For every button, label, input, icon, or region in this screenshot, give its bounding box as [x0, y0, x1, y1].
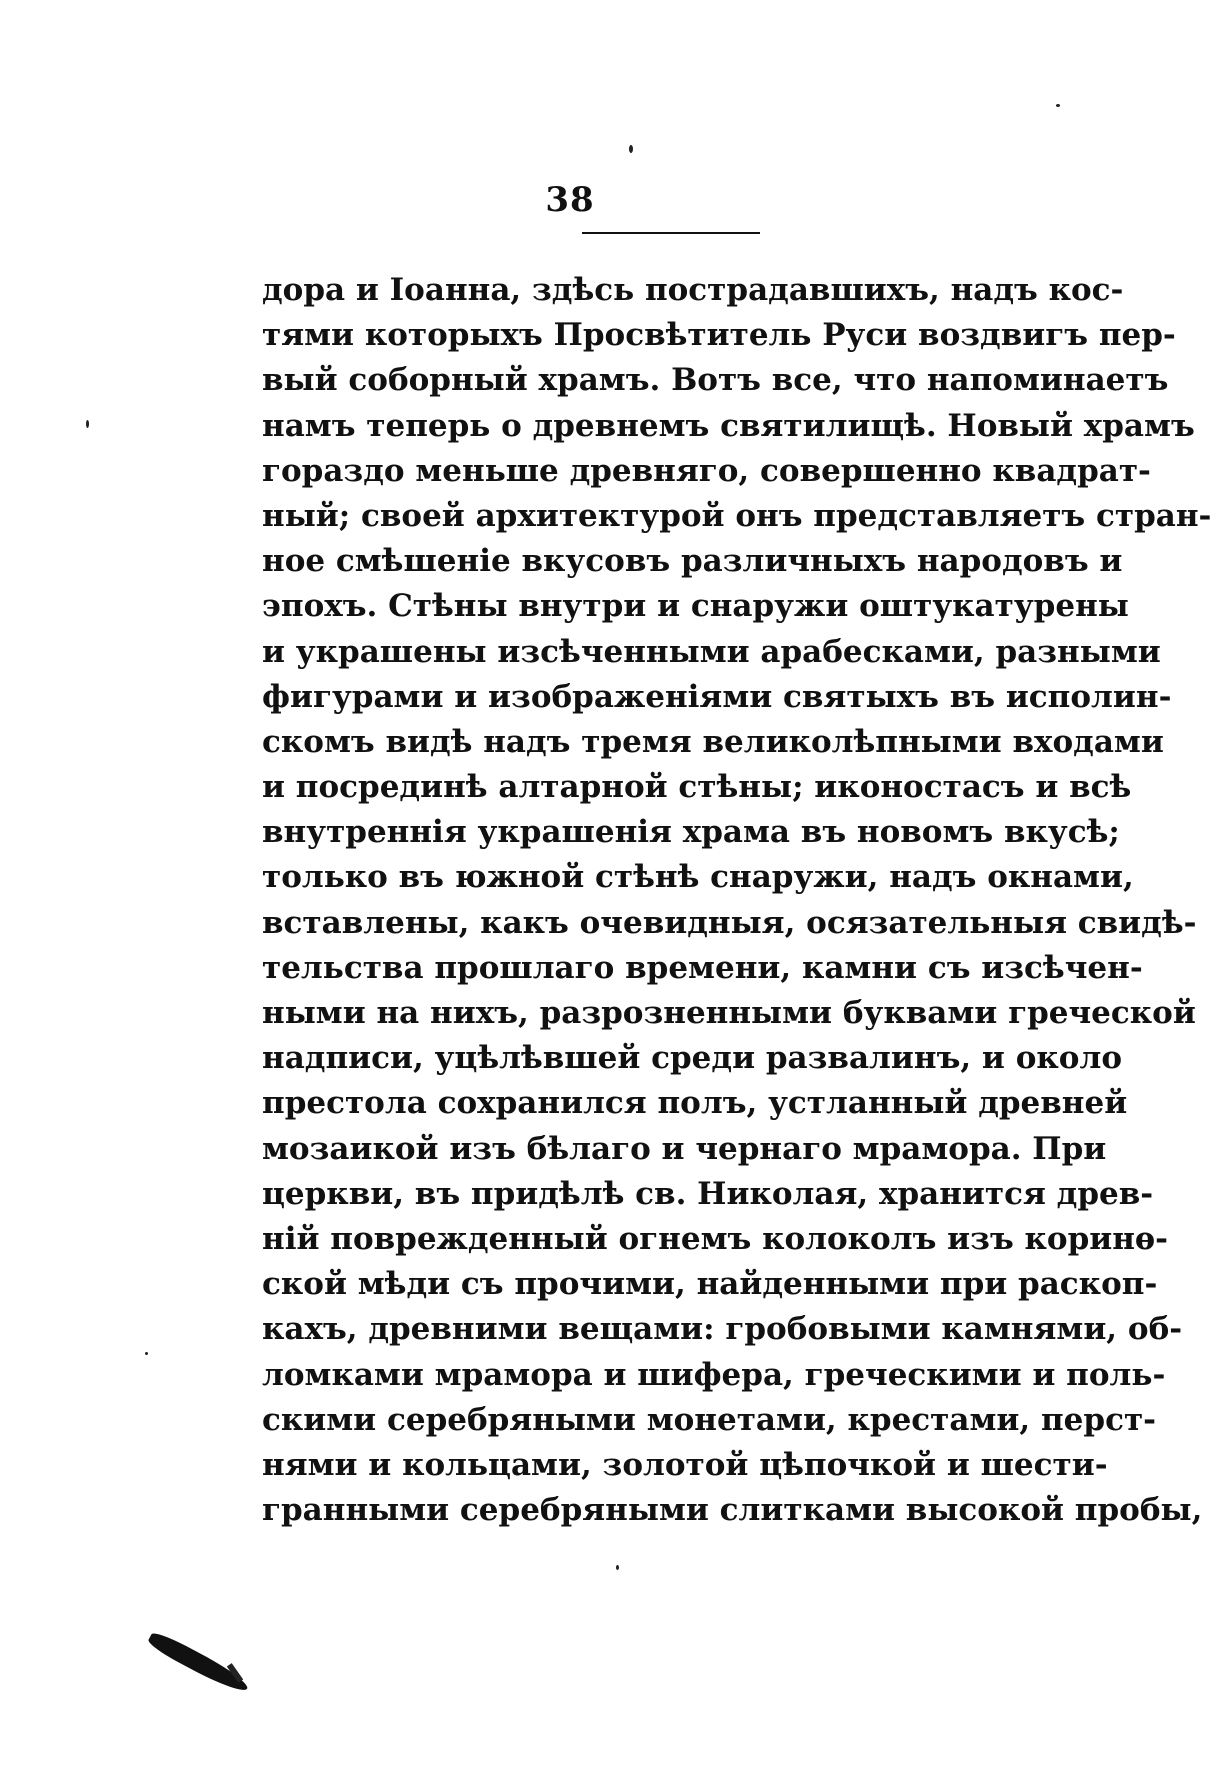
text-line: гораздо меньше древняго, совершенно квадрат- — [262, 452, 1151, 489]
text-line: намъ теперь о древнемъ святилищѣ. Новый храмъ — [262, 407, 1195, 444]
page-number: 38 — [545, 180, 595, 220]
text-line: и украшены изсѣченными арабесками, разными — [262, 633, 1161, 670]
text-line: эпохъ. Стѣны внутри и снаружи оштукатурены — [262, 588, 1129, 625]
text-line: престола сохранился полъ, устланный древней — [262, 1085, 1128, 1122]
text-line: тями которыхъ Просвѣтитель Руси воздвигъ пер- — [262, 317, 1176, 354]
text-line: и посрединѣ алтарной стѣны; иконостасъ и всѣ — [262, 769, 1132, 806]
text-line: ской мѣди съ прочими, найденными при раскоп- — [262, 1266, 1158, 1303]
text-line: скомъ видѣ надъ тремя великолѣпными входами — [262, 723, 1164, 760]
text-line: ній поврежденный огнемъ колоколъ изъ коринѳ- — [262, 1220, 1169, 1257]
scan-speck — [86, 420, 89, 428]
text-line: вый соборный храмъ. Вотъ все, что напоминаетъ — [262, 362, 1169, 399]
text-line: вставлены, какъ очевидныя, осязательныя свидѣ- — [262, 904, 1197, 941]
text-line: ломками мрамора и шифера, греческими и поль- — [262, 1356, 1166, 1393]
text-line: дора и Іоанна, здѣсь пострадавшихъ, надъ кос- — [262, 272, 1124, 308]
scan-speck — [145, 1352, 148, 1355]
text-line: гранными серебряными слитками высокой пробы, — [262, 1492, 1203, 1529]
text-line: внутреннія украшенія храма въ новомъ вкусѣ; — [262, 814, 1120, 851]
text-line: ное смѣшеніе вкусовъ различныхъ народовъ и — [262, 543, 1123, 580]
text-line: только въ южной стѣнѣ снаружи, надъ окнами, — [262, 859, 1134, 896]
text-line: кахъ, древними вещами: гробовыми камнями, об- — [262, 1311, 1183, 1348]
scan-speck — [616, 1565, 619, 1570]
scan-speck — [629, 145, 633, 153]
text-line: нями и кольцами, золотой цѣпочкой и шести- — [262, 1446, 1108, 1483]
text-line: скими серебряными монетами, крестами, перст- — [262, 1401, 1157, 1438]
header-rule — [582, 232, 760, 234]
text-line: церкви, въ придѣлѣ св. Николая, хранится древ- — [262, 1175, 1154, 1212]
text-line: фигурами и изображеніями святыхъ въ исполин- — [262, 678, 1172, 715]
text-line: надписи, уцѣлѣвшей среди развалинъ, и около — [262, 1040, 1122, 1077]
ink-smudge — [146, 1629, 252, 1697]
text-line: ный; своей архитектурой онъ представляетъ стран- — [262, 497, 1211, 534]
scan-speck — [1056, 104, 1060, 107]
text-line: мозаикой изъ бѣлаго и чернаго мрамора. При — [262, 1130, 1107, 1167]
text-line: ными на нихъ, разрозненными буквами греческой — [262, 995, 1196, 1031]
body-text — [262, 268, 1211, 1533]
text-line: тельства прошлаго времени, камни съ изсѣчен- — [262, 949, 1143, 986]
